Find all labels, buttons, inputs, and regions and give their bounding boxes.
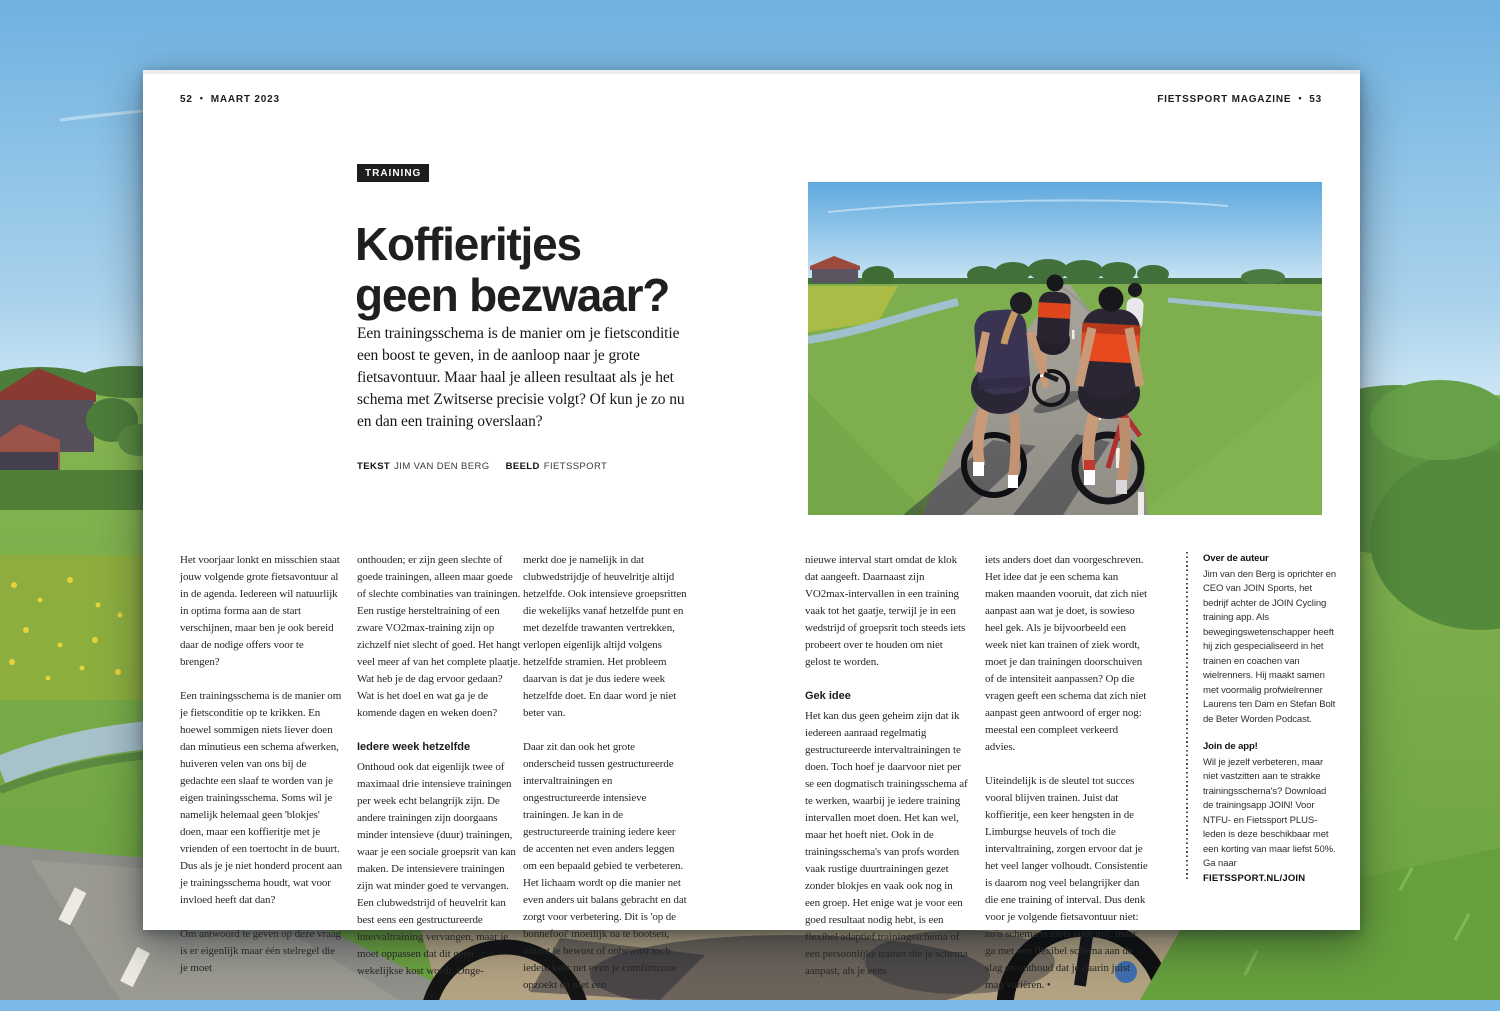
bullet-separator: •	[199, 93, 204, 103]
author-sidebar	[1203, 552, 1337, 886]
subheading: Gek idee	[805, 690, 851, 702]
body-column-1	[180, 552, 344, 994]
author-name: JIM VAN DEN BERG	[394, 461, 490, 472]
join-app-heading: Join de app!	[1203, 741, 1258, 752]
paragraph: Uiteindelijk is de sleutel tot succes vooral blijven trainen. Juist dat koffieritje, een keer hengsten in de Limburgse heuvels of toch die intervaltraining, zorgen ervoor dat je het veel langer volhoudt. Consistentie is daarom nog veel belangrijker dan die ene training of interval. Dus denk voor je volgende fietsavontuur niet: zo'n schema is niets voor mij, maar ga met een flexibel schema aan de slag en onthoud dat je daarin juist mag variëren. •	[985, 775, 1148, 991]
subheading: Iedere week hetzelfde	[357, 741, 471, 753]
magazine-name: FIETSSPORT MAGAZINE	[1157, 94, 1292, 105]
join-app-text: Wil je jezelf verbeteren, maar niet vastzitten aan te strakke trainingsschema's? Download de trainingsapp JOIN! Voor NTFU- en Fietssport PLUS-leden is deze beschikbaar met een korting van maar liefst 50%. Ga naar	[1203, 756, 1336, 869]
category-badge: TRAINING	[357, 164, 429, 182]
paragraph: Daar zit dan ook het grote onderscheid tussen gestructureerde intervaltrainingen en ongestructureerde intensieve trainingen. Je kan in de gestructureerde training iedere keer de accenten net even anders leggen om een bepaald gebied te verbeteren. Het lichaam wordt op die manier net even anders uit balans gebracht en dat zorgt voor verbetering. Dit is 'op de bonnefooi' moeilijk na te bootsen, omdat je bewust of onbewust toch iedere keer net even je comfortzone opzoekt en niet een	[523, 741, 687, 991]
folio-right	[1157, 94, 1322, 105]
page-number-right: 53	[1309, 94, 1322, 105]
paragraph: merkt doe je namelijk in dat clubwedstrijdje of heuvelritje altijd hetzelfde. Ook intensieve groepsritten die wekelijks vanaf hetzelfde punt en met dezelfde trawanten vertrekken, verlopen eigenlijk altijd volgens hetzelfde stramien. Het probleem daarvan is dat je dus iedere week hetzelfde doet. En daar word je niet beter van.	[523, 554, 687, 719]
about-author-text: Jim van den Berg is oprichter en CEO van JOIN Sports, het bedrijf achter de JOIN Cycling training app. Als bewegingswetenschapper heeft hij zich gespecialiseerd in het trainen en coachen van wielrenners. Hij maakt samen met voormalig profwielrenner Laurens ten Dam en Stefan Bolt de Beter Worden Podcast.	[1203, 568, 1337, 725]
beeld-label: BEELD	[505, 461, 540, 472]
photo-credit: FIETSSPORT	[543, 461, 608, 472]
body-column-5	[985, 552, 1149, 1011]
paragraph: Onthoud ook dat eigenlijk twee of maximaal drie intensieve trainingen per week echt belangrijk zijn. De andere trainingen zijn doorgaans minder intensieve (duur) trainingen, waar je een sociale groepsrit van kan maken. De intensievere trainingen zijn wat minder goed te vervangen. Een clubwedstrijd of heuvelrit kan best eens een gestructureerde intervaltraining vervangen, maar je moet oppassen dat dit geen wekelijkse kost wordt. Onge-	[357, 761, 516, 977]
paragraph: iets anders doet dan voorgeschreven. Het idee dat je een schema kan maken maanden vooruit, dat zich niet aanpast aan wat je doet, is sowieso heel gek. Als je bijvoorbeeld een week niet kan trainen of ziek wordt, moet je dan trainingen doorschuiven of de intensiteit aanpassen? Op die vragen geeft een schema dat zich niet aanpast geen antwoord of erger nog: meestal een compleet verkeerd advies.	[985, 554, 1147, 753]
magazine-spread	[143, 70, 1360, 991]
body-column-4	[805, 552, 969, 997]
dotted-divider	[1186, 552, 1188, 882]
title-line-2: geen bezwaar?	[355, 268, 670, 321]
paragraph: nieuwe interval start omdat de klok dat aangeeft. Daarnaast zijn VO2max-intervallen in een training vaak tot het gaatje, terwijl je in een wedstrijd of groepsrit toch steeds iets probeert over te houden om niet gelost te worden.	[805, 554, 966, 668]
article-photo	[808, 182, 1322, 515]
byline-text	[357, 461, 490, 472]
paragraph: Een trainingsschema is de manier om je fietsconditie op te krikken. En hoewel sommigen niets liever doen dan minutieus een schema afwerken, huiveren velen van ons bij de gedachte een slaaf te worden van je eigen trainingsschema. Soms wil je namelijk helemaal geen 'blokjes' doen, maar een koffieritje met je vrienden of een toertocht in de buurt. Dus als je je niet honderd procent aan je trainingsschema houdt, wat voor invloed heeft dat dan?	[180, 690, 343, 906]
page-number-left: 52	[180, 94, 193, 105]
body-column-3	[523, 552, 687, 1011]
paragraph: Het voorjaar lonkt en misschien staat jouw volgende grote fietsavontuur al in de agenda. Iedereen wil natuurlijk in optima forma aan de start verschijnen, maar ben je ook bereid daar de nodige offers voor te brengen?	[180, 554, 340, 668]
issue-label: MAART 2023	[210, 94, 280, 105]
app-link: FIETSSPORT.NL/JOIN	[1203, 872, 1306, 884]
folio-left	[180, 94, 280, 105]
article-intro: Een trainingsschema is de manier om je fietsconditie een boost te geven, in de aanloop naar je grote fietsavontuur. Maar haal je alleen resultaat als je het schema met Zwitserse precisie volgt? Of kun je zo nu en dan een training overslaan?	[357, 325, 685, 430]
tekst-label: TEKST	[357, 461, 391, 472]
paragraph: Om antwoord te geven op deze vraag is er eigenlijk maar één stelregel die je moet	[180, 928, 341, 974]
article-title	[355, 219, 785, 321]
byline-photo	[506, 461, 608, 472]
paragraph: Het kan dus geen geheim zijn dat ik iedereen aanraad regelmatig gestructureerde intervaltrainingen te doen. Toch hoef je daarvoor niet per se een dogmatisch trainingsschema af te werken, waarbij je iedere training intervallen moet doen. Het kan wel, maar het hoeft niet. Ook in de trainingsschema's van profs worden vaak rustige duurtrainingen gezet zonder blokjes en vaak ook nog in een groep. Het enige wat je voor een goed resultaat nodig hebt, is een flexibel adaptief trainingsschema of een persoonlijke trainer die je schema aanpast, als je eens	[805, 710, 968, 977]
title-line-1: Koffieritjes	[355, 217, 581, 270]
byline	[357, 461, 607, 472]
bullet-separator: •	[1298, 93, 1303, 103]
paragraph: onthouden; er zijn geen slechte of goede trainingen, alleen maar goede of slechte combinaties van trainingen. Een rustige hersteltraining of een zware VO2max-training zijn op zichzelf niet slecht of goed. Het hangt veel meer af van het complete plaatje. Wat heb je de dag ervoor gedaan? Wat is het doel en wat ga je de komende dagen en weken doen?	[357, 554, 521, 719]
body-column-2	[357, 552, 521, 997]
about-author-heading: Over de auteur	[1203, 553, 1269, 564]
